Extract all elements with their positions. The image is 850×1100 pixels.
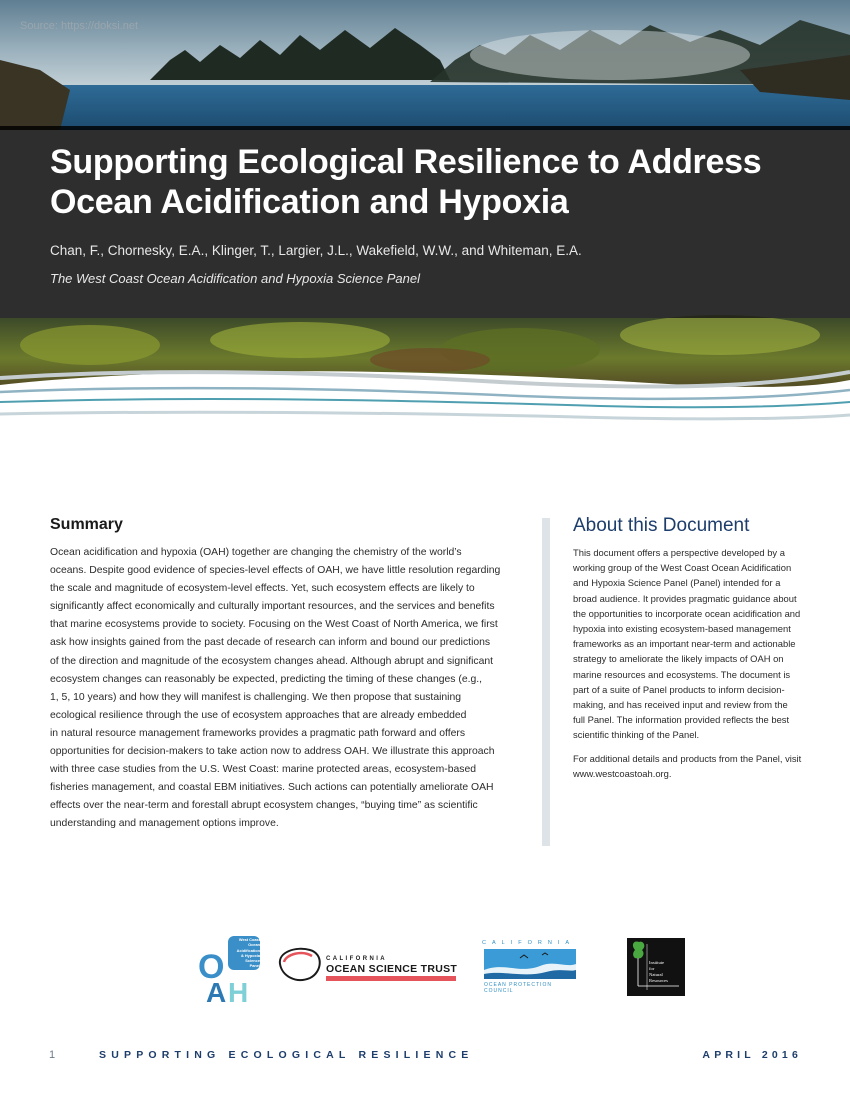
- inr-logo-text: [649, 960, 668, 984]
- about-p1-line: This document offers a perspective developed by a: [573, 547, 785, 558]
- about-heading: About this Document: [573, 515, 750, 536]
- inr-line-1: Institute: [649, 960, 665, 965]
- summary-text-line: significantly affect economically and culturally important resources, and the services and benefits: [50, 601, 495, 613]
- oah-logo-line-4: & Hypoxia: [240, 952, 260, 958]
- panel-name: The West Coast Ocean Acidification and Hypoxia Science Panel: [50, 271, 420, 286]
- inr-line-3: Natural: [649, 972, 663, 977]
- ost-logo-small-text: CALIFORNIA: [326, 956, 387, 962]
- summary-text-line: ask how insights gained from the past decade of research can inform and bound our predictions: [50, 637, 491, 649]
- summary-text-line: with three case studies from the U.S. West Coast: marine protected areas, ecosystem-based: [50, 764, 477, 776]
- document-title: [50, 142, 810, 222]
- about-p1-line: hypoxia into existing ecosystem-based management: [573, 623, 791, 635]
- svg-text:A: A: [206, 977, 227, 1004]
- ocean-protection-council-logo: [480, 940, 580, 994]
- summary-text: [50, 544, 505, 834]
- about-section: [573, 515, 805, 789]
- about-p1-line: making, and has received input and review from the: [573, 699, 788, 711]
- opc-logo-bottom-text: OCEAN PROTECTION COUNCIL: [484, 982, 552, 994]
- summary-text-line: understanding and management options improve.: [50, 818, 279, 830]
- oah-panel-logo: [198, 934, 260, 1004]
- title-line-1: Supporting Ecological Resilience to Address: [50, 143, 762, 181]
- page-number: 1: [49, 1049, 56, 1061]
- about-p1-line: marine resources and ecosystems. The document is: [573, 668, 791, 680]
- summary-text-line: of the direction and magnitude of the ecosystem changes ahead. Although abrupt and significant: [50, 655, 494, 667]
- about-p2-line: For additional details and products from the Panel, visit: [573, 752, 802, 764]
- summary-text-line: opportunities for decision-makers to take action now to address OAH. We illustrate this approach: [50, 746, 495, 758]
- institute-natural-resources-logo: [627, 938, 685, 996]
- summary-text-line: ecological resilience through the use of ecosystem approaches that are already embedded: [50, 709, 467, 721]
- footer-title: SUPPORTING ECOLOGICAL RESILIENCE: [99, 1049, 474, 1061]
- about-p1-line: full Panel. The information provided reflects the best: [573, 714, 790, 726]
- oah-logo-line-5: Science: [245, 958, 260, 964]
- summary-text-line: ecosystem changes can reasonably be expected, predicting the timing of these changes (e.g.,: [50, 673, 483, 685]
- oah-logo-line-6: Panel: [249, 963, 260, 969]
- summary-text-line: 1, 5, 10 years) and how they will manifest is challenging. We then propose that sustaining: [50, 691, 462, 703]
- ost-logo-big-text: OCEAN SCIENCE TRUST: [326, 963, 458, 975]
- summary-text-line: effects over the near-term and forestall abrupt ecosystem changes, “buying time” as scientific: [50, 800, 478, 812]
- about-p1-line: the opportunities to incorporate ocean acidification and: [573, 607, 801, 619]
- summary-text-line: Ocean acidification and hypoxia (OAH) together are changing the chemistry of the world’s: [50, 547, 462, 558]
- summary-section: [50, 516, 505, 834]
- about-p1-line: and Hypoxia Science Panel (Panel) intended for a: [573, 577, 781, 589]
- about-p1-line: working group of the West Coast Ocean Acidification: [573, 562, 792, 574]
- oah-logo-line-1: West Coast: [238, 937, 260, 942]
- about-paragraph-2: [573, 751, 805, 781]
- title-line-2: Ocean Acidification and Hypoxia: [50, 183, 569, 221]
- about-p1-line: scientific thinking of the Panel.: [573, 729, 700, 741]
- summary-heading: Summary: [50, 516, 123, 533]
- oah-logo-line-3: Acidification: [236, 947, 260, 953]
- summary-text-line: oceans. Despite good evidence of species-level effects of OAH, we have little resolution regarding: [50, 565, 501, 577]
- summary-text-line: in natural resource management frameworks provides a pragmatic path forward and offers: [50, 727, 466, 739]
- column-divider: [542, 518, 550, 846]
- about-p1-line: frameworks as an important near-term and actionable: [573, 638, 796, 650]
- ocean-science-trust-logo: [274, 944, 458, 984]
- opc-logo-top-text: CALIFORNIA: [482, 940, 576, 946]
- oah-logo-line-2: Ocean: [248, 942, 260, 948]
- about-paragraph-1: [573, 545, 805, 743]
- source-label: Source: https://doksi.net: [20, 20, 139, 32]
- about-p1-line: broad audience. It provides pragmatic guidance about: [573, 592, 797, 604]
- about-p2-line: www.westcoastoah.org.: [573, 767, 672, 779]
- svg-text:H: H: [228, 977, 249, 1004]
- about-p1-line: strategy to ameliorate the likely impacts of OAH on: [573, 653, 784, 665]
- about-p1-line: part of a suite of Panel products to inform decision-: [573, 683, 785, 695]
- inr-line-2: for: [649, 966, 655, 971]
- summary-text-line: that marine ecosystems provide to society. Focusing on the West Coast of North America, we first: [50, 619, 498, 631]
- inr-line-4: Resources: [649, 978, 668, 983]
- footer-date: APRIL 2016: [702, 1049, 802, 1061]
- authors: Chan, F., Chornesky, E.A., Klinger, T., Largier, J.L., Wakefield, W.W., and Whiteman, E.A.: [50, 243, 582, 258]
- summary-text-line: the scale and magnitude of ecosystem-level effects. Yet, such ecosystem effects are likely to: [50, 583, 475, 595]
- summary-text-line: fisheries management, and coastal EBM initiatives. Such actions can potentially ameliorate OAH: [50, 782, 494, 794]
- svg-text:O: O: [198, 948, 225, 986]
